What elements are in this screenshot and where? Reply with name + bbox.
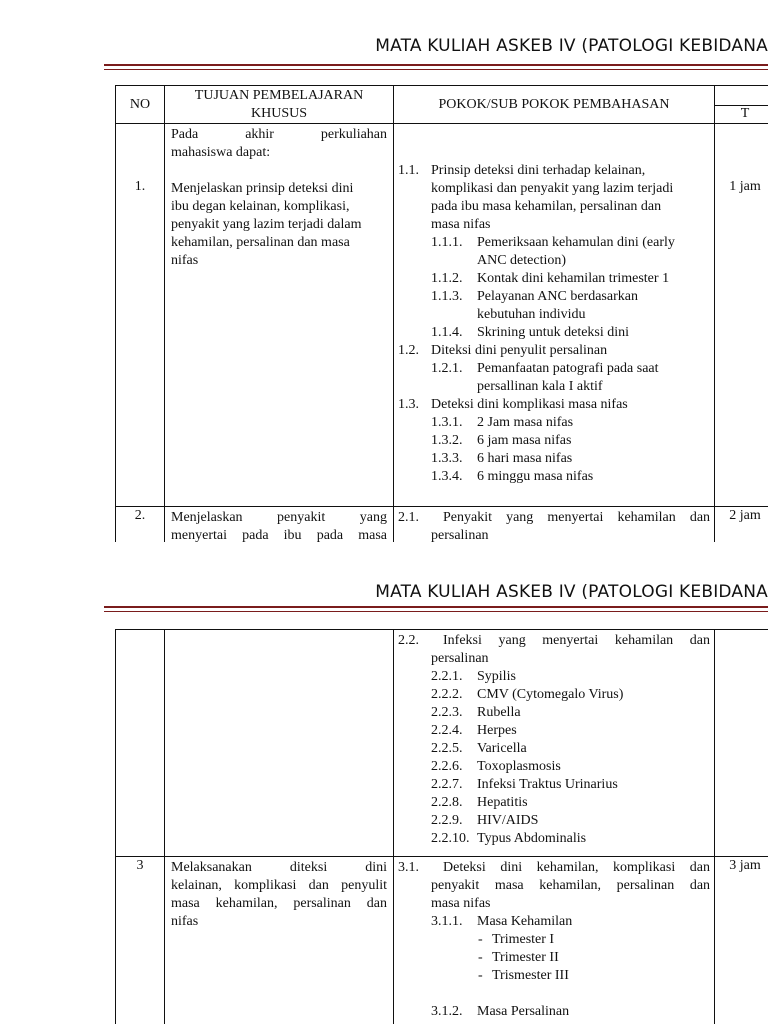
item-text: Rubella (477, 705, 521, 720)
word: dan (366, 896, 387, 911)
outline-subitem (398, 414, 710, 432)
header-rule-thin (104, 611, 768, 612)
word: masa (358, 528, 388, 542)
outline-subitem (398, 450, 710, 468)
row2-no: 2. (134, 508, 146, 523)
item-text: Hepatitis (477, 795, 528, 810)
intro-line1 (171, 126, 387, 144)
item-text: Pemanfaatan patografi pada saat (477, 361, 659, 376)
table-header-row (116, 86, 768, 124)
word: kehamilan, (539, 878, 602, 893)
item-number: 1.3.2. (431, 433, 463, 448)
row3-tujuan (165, 857, 394, 1024)
item-number: 2.2.7. (431, 777, 463, 792)
header-rule (104, 64, 768, 66)
item-text: Typus Abdominalis (477, 831, 587, 846)
word: pada (316, 528, 344, 542)
dash-item: - Trimester II (478, 950, 559, 965)
outline-subitem (398, 704, 710, 722)
item-number: 1.3. (398, 397, 419, 412)
row3-subitem-1 (398, 913, 710, 931)
row2-tujuan-line1 (171, 509, 387, 527)
row3-item-line3: masa nifas (431, 896, 491, 911)
item-text: Diteksi dini penyulit persalinan (431, 343, 608, 358)
header-rule-thin (104, 69, 768, 70)
row2b-item-line1 (398, 632, 710, 650)
word: Melaksanakan (171, 860, 252, 875)
outline-subitem (398, 270, 710, 288)
row2-no-cell (116, 507, 165, 543)
item-number: 2.2.6. (431, 759, 463, 774)
dash-text: Trimester II (492, 950, 559, 965)
word: kehamilan, (536, 860, 599, 875)
table-row (116, 124, 768, 507)
item-text (431, 632, 710, 650)
row3-subitem-2 (398, 1003, 710, 1021)
item-number: 1.3.4. (431, 469, 463, 484)
item-number: 1.1.2. (431, 271, 463, 286)
row3-item-line2 (398, 877, 710, 895)
word: Infeksi (443, 633, 482, 648)
dash-item: - Trimester I (478, 932, 555, 947)
header-tujuan-line2: KHUSUS (250, 105, 307, 121)
row1-no: 1. (134, 179, 146, 194)
item-number: 1.3.3. (431, 451, 463, 466)
word: yang (506, 510, 534, 525)
item-text: Pemeriksaan kehamulan dini (early (477, 235, 675, 250)
row2-pokok (394, 507, 715, 543)
row2-time: 2 jam (729, 508, 761, 523)
dash-item: - Trismester III (478, 968, 569, 983)
word: persalinan (293, 896, 351, 911)
item-number: 2.2.1. (431, 669, 463, 684)
header-time (715, 86, 768, 124)
header-tujuan (165, 86, 394, 124)
item-number: 2.2.8. (431, 795, 463, 810)
row2b-pokok (394, 630, 715, 857)
row1-tujuan-line: Menjelaskan prinsip deteksi dini (171, 181, 354, 196)
row3-tujuan-line2 (171, 877, 387, 895)
word: dan (689, 878, 711, 893)
word: Deteksi (443, 860, 486, 875)
word: kehamilan, (215, 896, 278, 911)
word: masa (494, 878, 524, 893)
item-text: Pelayanan ANC berdasarkan (477, 289, 638, 304)
row2-time-cell (715, 507, 768, 543)
word: kelainan, (171, 878, 222, 893)
row1-tujuan (165, 124, 394, 507)
item-number: 2.2.5. (431, 741, 463, 756)
header-t: T (740, 106, 750, 121)
outline-subitem (398, 234, 710, 252)
dash-text: Trimester I (492, 932, 555, 947)
word: penyulit (341, 878, 388, 893)
word: dan (689, 860, 710, 875)
item-number: 1.1.4. (431, 325, 463, 340)
header-pokok: POKOK/SUB POKOK PEMBAHASAN (394, 86, 715, 124)
row3-pokok (394, 857, 715, 1024)
word: kehamilan (614, 633, 674, 648)
word: menyertai (171, 528, 227, 542)
word: menyertai (547, 510, 604, 525)
row1-time-cell (715, 124, 768, 507)
item-number: 2.1. (398, 510, 419, 525)
row2b-time-cell (715, 630, 768, 857)
row2-item-line1 (398, 509, 710, 527)
row2b-tujuan-cell (165, 630, 394, 857)
dash-text: Trismester III (492, 968, 569, 983)
outline-subitem (398, 722, 710, 740)
word: komplikasi (234, 878, 297, 893)
word: ibu (283, 528, 302, 542)
row3-time-cell (715, 857, 768, 1024)
item-number: 2.2.10. (431, 831, 470, 846)
outline-item (398, 342, 710, 360)
header-no: NO (116, 86, 165, 124)
intro-word: akhir (245, 127, 274, 142)
word: diteksi (289, 860, 328, 875)
outline-item (398, 396, 710, 414)
item-text: CMV (Cytomegalo Virus) (477, 687, 624, 702)
outline-subitem (398, 812, 710, 830)
intro-word: Pada (171, 127, 199, 142)
word: yang (498, 633, 526, 648)
outline-subitem (398, 324, 710, 342)
word: penyakit (277, 510, 326, 525)
header-tujuan-line1: TUJUAN PEMBELAJARAN (194, 87, 364, 103)
row1-tujuan-line: ibu degan kelainan, komplikasi, (171, 199, 350, 214)
outline-subitem: persallinan kala I aktif (477, 379, 603, 394)
item-text: Kontak dini kehamilan trimester 1 (477, 271, 670, 286)
outline-subitem: kebutuhan individu (477, 307, 586, 322)
subitem-text: Masa Persalinan (477, 1004, 570, 1019)
row3-no-cell (116, 857, 165, 1024)
row3-tujuan-line4: nifas (171, 914, 199, 929)
syllabus-table-continued (115, 629, 768, 1024)
item-number: 2.2.3. (431, 705, 463, 720)
intro-word: perkuliahan (320, 127, 388, 142)
header-rule (104, 606, 768, 608)
row1-tujuan-line: nifas (171, 253, 199, 268)
item-number: 1.1.1. (431, 235, 463, 250)
table-row (116, 857, 768, 1024)
item-number: 1.1. (398, 163, 419, 178)
word: kehamilan (617, 510, 676, 525)
document-page-2 (0, 570, 768, 1024)
outline-subitem (398, 360, 710, 378)
word: dini (365, 860, 388, 875)
row3-tujuan-line1 (171, 859, 387, 877)
item-text (431, 509, 710, 527)
word: komplikasi (613, 860, 676, 875)
row1-pokok (394, 124, 715, 507)
row2-tujuan (165, 507, 394, 543)
item-number: 3.1. (398, 860, 419, 875)
row2-item-line2: persalinan (431, 528, 489, 542)
row1-time: 1 jam (729, 179, 761, 194)
item-text: Sypilis (477, 669, 516, 684)
item-text: Herpes (477, 723, 517, 738)
outline-item (398, 162, 710, 180)
word: persalinan (616, 878, 675, 893)
outline-subitem (398, 740, 710, 758)
outline-subitem (398, 776, 710, 794)
row3-item-line1 (398, 859, 710, 877)
table-row (116, 507, 768, 543)
item-text: 2 Jam masa nifas (477, 415, 574, 430)
outline-item: pada ibu masa kehamilan, persalinan dan (431, 199, 662, 214)
outline-subitem (398, 432, 710, 450)
syllabus-table (115, 85, 768, 542)
item-number: 1.3.1. (431, 415, 463, 430)
item-text: Deteksi dini komplikasi masa nifas (431, 397, 628, 412)
item-number: 1.2. (398, 343, 419, 358)
outline-subitem (398, 758, 710, 776)
word: dan (308, 878, 329, 893)
item-number: 2.2.4. (431, 723, 463, 738)
subitem-text: Masa Kehamilan (477, 914, 573, 929)
subitem-number: 3.1.2. (431, 1004, 463, 1019)
word: Penyakit (443, 510, 492, 525)
item-text: 6 jam masa nifas (477, 433, 572, 448)
row-no (116, 124, 165, 507)
outline-subitem (398, 794, 710, 812)
item-text: Skrining untuk deteksi dini (477, 325, 630, 340)
outline-item: komplikasi dan penyakit yang lazim terjadi (431, 181, 674, 196)
item-text: 6 minggu masa nifas (477, 469, 594, 484)
table-row (116, 630, 768, 857)
word: menyertai (542, 633, 599, 648)
word: penyakit (431, 878, 480, 893)
outline-subitem (398, 830, 710, 848)
item-text (431, 859, 710, 877)
outline-subitem (398, 468, 710, 486)
page-header-title: MATA KULIAH ASKEB IV (PATOLOGI KEBIDANA (375, 582, 768, 602)
row3-time: 3 jam (729, 858, 761, 873)
item-number: 2.2.9. (431, 813, 463, 828)
row1-tujuan-line: kehamilan, persalinan dan masa (171, 235, 350, 250)
item-text: Prinsip deteksi dini terhadap kelainan, (431, 163, 646, 178)
word: yang (359, 510, 387, 525)
intro-line2: mahasiswa dapat: (171, 145, 271, 160)
item-number: 1.1.3. (431, 289, 463, 304)
item-text: Infeksi Traktus Urinarius (477, 777, 618, 792)
item-number: 2.2.2. (431, 687, 463, 702)
word: masa (171, 896, 200, 911)
outline-item: masa nifas (431, 217, 491, 232)
item-number: 2.2. (398, 633, 419, 648)
item-text: Toxoplasmosis (477, 759, 561, 774)
row3-no: 3 (136, 858, 144, 873)
item-text: Varicella (477, 741, 527, 756)
outline-subitem (398, 686, 710, 704)
row2-tujuan-line2 (171, 527, 387, 542)
item-text: HIV/AIDS (477, 813, 539, 828)
word: Menjelaskan (171, 510, 243, 525)
item-text: 6 hari masa nifas (477, 451, 573, 466)
subitem-number: 3.1.1. (431, 914, 463, 929)
page-header-title: MATA KULIAH ASKEB IV (PATOLOGI KEBIDANA (375, 36, 768, 56)
outline-subitem (398, 288, 710, 306)
outline-subitem (398, 668, 710, 686)
row1-tujuan-line: penyakit yang lazim terjadi dalam (171, 217, 362, 232)
row2b-no-cell (116, 630, 165, 857)
item-number: 1.2.1. (431, 361, 463, 376)
word: pada (242, 528, 269, 542)
outline-subitem: ANC detection) (477, 253, 567, 268)
word: dini (500, 860, 523, 875)
row2b-item-line2: persalinan (431, 651, 489, 666)
word: dan (689, 633, 710, 648)
word: dan (689, 510, 711, 525)
row3-tujuan-line3 (171, 895, 387, 913)
